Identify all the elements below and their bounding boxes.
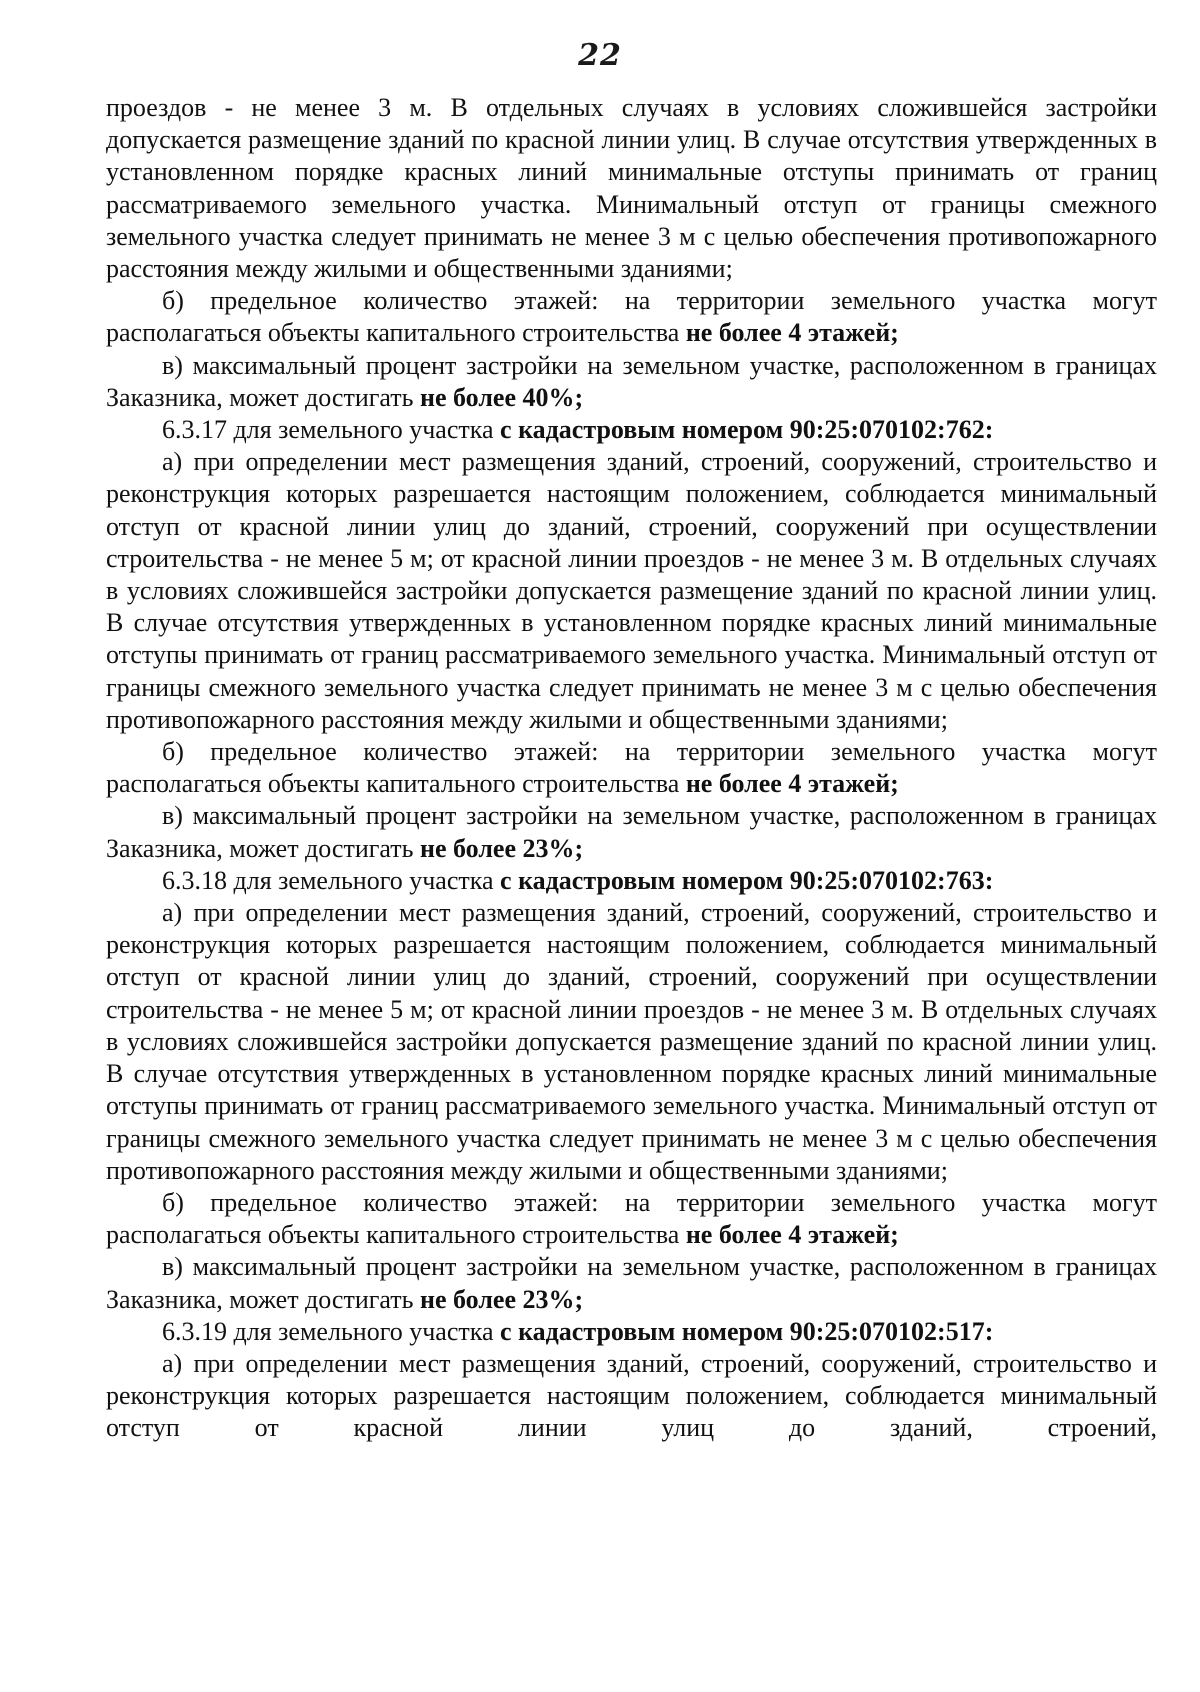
- bold-text: не более 4 этажей;: [685, 769, 899, 799]
- paragraph-p-v-2: [106, 800, 1157, 864]
- paragraph-p-a-4: [106, 1348, 1157, 1445]
- bold-text: с кадастровым номером 90:25:070102:763:: [500, 865, 994, 895]
- text-segment: в) максимальный процент застройки на земельном участке, расположенном в границах Заказника, может достигать: [106, 350, 1157, 412]
- text-segment: а) при определении мест размещения зданий, строений, сооружений, строительство и реконструкция которых разрешается настоящим положением, соблюдается минимальный отступ от красной линии улиц до зданий, строений, сооружений при осуществлении строительства - не менее 5 м; от красной линии проездов - не менее 3 м. В отдельных случаях в условиях сложившейся застройки допускается размещение зданий по красной линии улиц. В случае отсутствия утвержденных в установленном порядке красных линий минимальные отступы принимать от границ рассматриваемого земельного участка. Минимальный отступ от границы смежного земельного участка следует принимать не менее 3 м с целью обеспечения противопожарного расстояния между жилыми и общественными зданиями;: [106, 447, 1157, 734]
- text-segment: в) максимальный процент застройки на земельном участке, расположенном в границах Заказника, может достигать: [106, 801, 1157, 863]
- text-segment: а) при определении мест размещения зданий, строений, сооружений, строительство и реконструкция которых разрешается настоящим положением, соблюдается минимальный отступ от красной линии улиц до зданий, строений,: [106, 1348, 1157, 1443]
- paragraph-p-v-1: [106, 350, 1157, 414]
- text-segment: 6.3.18 для земельного участка: [162, 865, 501, 895]
- paragraph-p-6-3-18: [106, 865, 1157, 897]
- paragraph-p-b-1: [106, 285, 1157, 349]
- paragraph-p-v-3: [106, 1251, 1157, 1315]
- text-segment: 6.3.19 для земельного участка: [162, 1316, 501, 1346]
- bold-text: с кадастровым номером 90:25:070102:517:: [500, 1316, 994, 1346]
- paragraph-p-6-3-19: [106, 1316, 1157, 1348]
- text-segment: 6.3.17 для земельного участка: [162, 415, 501, 445]
- paragraph-p-b-2: [106, 736, 1157, 800]
- text-segment: в) максимальный процент застройки на земельном участке, расположенном в границах Заказника, может достигать: [106, 1252, 1157, 1314]
- text-segment: проездов - не менее 3 м. В отдельных случаях в условиях сложившейся застройки допускается размещение зданий по красной линии улиц. В случае отсутствия утвержденных в установленном порядке красных линий минимальные отступы принимать от границ рассматриваемого земельного участка. Минимальный отступ от границы смежного земельного участка следует принимать не менее 3 м с целью обеспечения противопожарного расстояния между жилыми и общественными зданиями;: [106, 93, 1157, 284]
- bold-text: не более 4 этажей;: [685, 1220, 899, 1250]
- paragraph-p-b-3: [106, 1187, 1157, 1251]
- bold-text: не более 40%;: [420, 382, 584, 412]
- paragraph-p-cont-a: [106, 92, 1157, 285]
- text-segment: б) предельное количество этажей: на территории земельного участка могут располагаться объекты капитального строительства: [106, 737, 1157, 799]
- bold-text: не более 23%;: [420, 1284, 584, 1314]
- document-body: [106, 92, 1157, 1445]
- paragraph-p-6-3-17: [106, 414, 1157, 446]
- page-number: 22: [578, 38, 622, 73]
- bold-text: не более 4 этажей;: [685, 318, 899, 348]
- bold-text: с кадастровым номером 90:25:070102:762:: [500, 415, 994, 445]
- text-segment: б) предельное количество этажей: на территории земельного участка могут располагаться объекты капитального строительства: [106, 286, 1157, 348]
- text-segment: а) при определении мест размещения зданий, строений, сооружений, строительство и реконструкция которых разрешается настоящим положением, соблюдается минимальный отступ от красной линии улиц до зданий, строений, сооружений при осуществлении строительства - не менее 5 м; от красной линии проездов - не менее 3 м. В отдельных случаях в условиях сложившейся застройки допускается размещение зданий по красной линии улиц. В случае отсутствия утвержденных в установленном порядке красных линий минимальные отступы принимать от границ рассматриваемого земельного участка. Минимальный отступ от границы смежного земельного участка следует принимать не менее 3 м с целью обеспечения противопожарного расстояния между жилыми и общественными зданиями;: [106, 898, 1157, 1185]
- bold-text: не более 23%;: [420, 833, 584, 863]
- text-segment: б) предельное количество этажей: на территории земельного участка могут располагаться объекты капитального строительства: [106, 1187, 1157, 1250]
- paragraph-p-a-3: [106, 897, 1157, 1187]
- paragraph-p-a-2: [106, 446, 1157, 736]
